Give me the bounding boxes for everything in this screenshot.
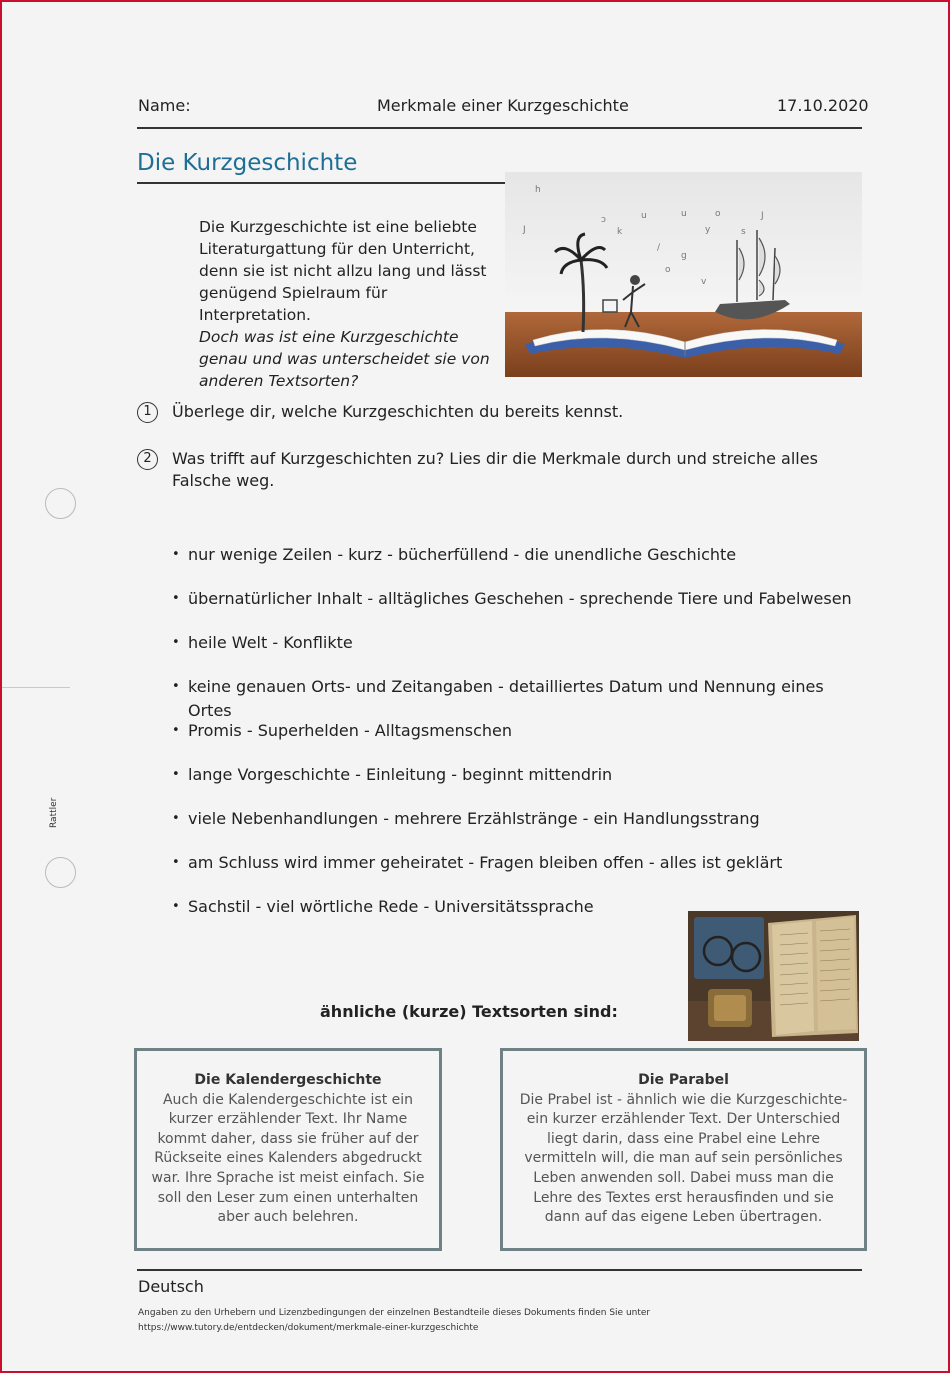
feature-list [172, 543, 872, 939]
svg-text:y: y [705, 225, 711, 235]
info-box-parabel [500, 1048, 867, 1251]
document-title: Merkmale einer Kurzgeschichte [377, 96, 629, 115]
footer-credits [138, 1306, 650, 1336]
open-book-illustration [505, 172, 862, 377]
book-illustration-graphic [505, 172, 862, 377]
books-photo-graphic [688, 911, 859, 1041]
task-text: Was trifft auf Kurzgeschichten zu? Lies dir die Merkmale durch und streiche alles Falsche weg. [172, 449, 818, 490]
info-box-title: Die Parabel [638, 1072, 729, 1088]
footer-subject: Deutsch [138, 1277, 204, 1296]
info-box-text: Auch die Kalendergeschichte ist ein kurzer erzählender Text. Ihr Name kommt daher, dass sie früher auf der Rückseite eines Kalenders abgedruckt war. Ihre Sprache ist meist einfach. Sie soll den Leser zum einen unterhalten aber auch belehren. [151, 1091, 425, 1226]
task-text: Überlege dir, welche Kurzgeschichten du bereits kennst. [172, 402, 624, 421]
list-item: • lange Vorgeschichte - Einleitung - beginnt mittendrin [172, 763, 872, 807]
document-date: 17.10.2020 [777, 96, 869, 115]
info-box-title: Die Kalendergeschichte [194, 1072, 382, 1088]
footer-divider [137, 1269, 862, 1271]
svg-text:k: k [617, 227, 623, 237]
section-title: Die Kurzgeschichte [137, 150, 358, 176]
svg-text:g: g [681, 251, 687, 261]
list-item: • Sachstil - viel wörtliche Rede - Universitätssprache [172, 895, 872, 939]
info-box-text: Die Prabel ist - ähnlich wie die Kurzgeschichte- ein kurzer erzählender Text. Der Unterschied liegt darin, dass eine Prabel eine Lehre vermitteln will, die man auf sein persönliches Leben anwenden soll. Dabei muss man die Lehre des Textes erst herausfinden und sie dann auf das eigene Leben übertragen. [519, 1091, 848, 1226]
svg-text:J: J [523, 225, 526, 235]
list-item: • viele Nebenhandlungen - mehrere Erzählstränge - ein Handlungsstrang [172, 807, 872, 851]
info-box-kalendergeschichte [134, 1048, 442, 1251]
list-item: • heile Welt - Konflikte [172, 631, 872, 675]
svg-text:h: h [535, 185, 541, 195]
footer-credit-url: https://www.tutory.de/entdecken/dokument/merkmale-einer-kurzgeschichte [138, 1323, 479, 1333]
name-label: Name: [138, 96, 191, 115]
svg-text:ɔ: ɔ [601, 215, 606, 225]
task-number-circle: 1 [137, 402, 158, 423]
svg-text:s: s [741, 227, 746, 237]
title-underline [137, 182, 505, 184]
svg-text:o: o [715, 209, 721, 219]
list-item: • keine genauen Orts- und Zeitangaben - detailliertes Datum und Nennung eines Ortes [172, 675, 872, 719]
fold-mark [2, 687, 70, 688]
intro-paragraph: Die Kurzgeschichte ist eine beliebte Literaturgattung für den Unterricht, denn sie ist nicht allzu lang und lässt genügend Spielraum für Interpretation. [199, 218, 487, 324]
punch-hole-bottom [45, 857, 76, 888]
header-divider [137, 127, 862, 129]
books-glasses-photo [688, 911, 859, 1041]
svg-text:v: v [701, 277, 707, 287]
list-item: • am Schluss wird immer geheiratet - Fragen bleiben offen - alles ist geklärt [172, 851, 872, 895]
svg-text:J: J [761, 211, 764, 221]
svg-text:u: u [681, 209, 687, 219]
list-item: • nur wenige Zeilen - kurz - bücherfüllend - die unendliche Geschichte [172, 543, 872, 587]
task-number-circle: 2 [137, 449, 158, 470]
svg-text:o: o [665, 265, 671, 275]
footer-credit-line: Angaben zu den Urhebern und Lizenzbedingungen der einzelnen Bestandteile dieses Dokuments finden Sie unter [138, 1308, 651, 1318]
svg-text:u: u [641, 211, 647, 221]
intro-text-block [199, 216, 499, 390]
list-item: • übernatürlicher Inhalt - alltägliches Geschehen - sprechende Tiere und Fabelwesen [172, 587, 872, 631]
margin-label: Rattler [49, 797, 59, 828]
intro-question: Doch was ist eine Kurzgeschichte genau und was unterscheidet sie von anderen Textsorten? [199, 328, 490, 390]
list-item: • Promis - Superhelden - Alltagsmenschen [172, 719, 872, 763]
punch-hole-top [45, 488, 76, 519]
svg-text:/: / [657, 243, 661, 253]
similar-genres-heading: ähnliche (kurze) Textsorten sind: [320, 1002, 618, 1021]
